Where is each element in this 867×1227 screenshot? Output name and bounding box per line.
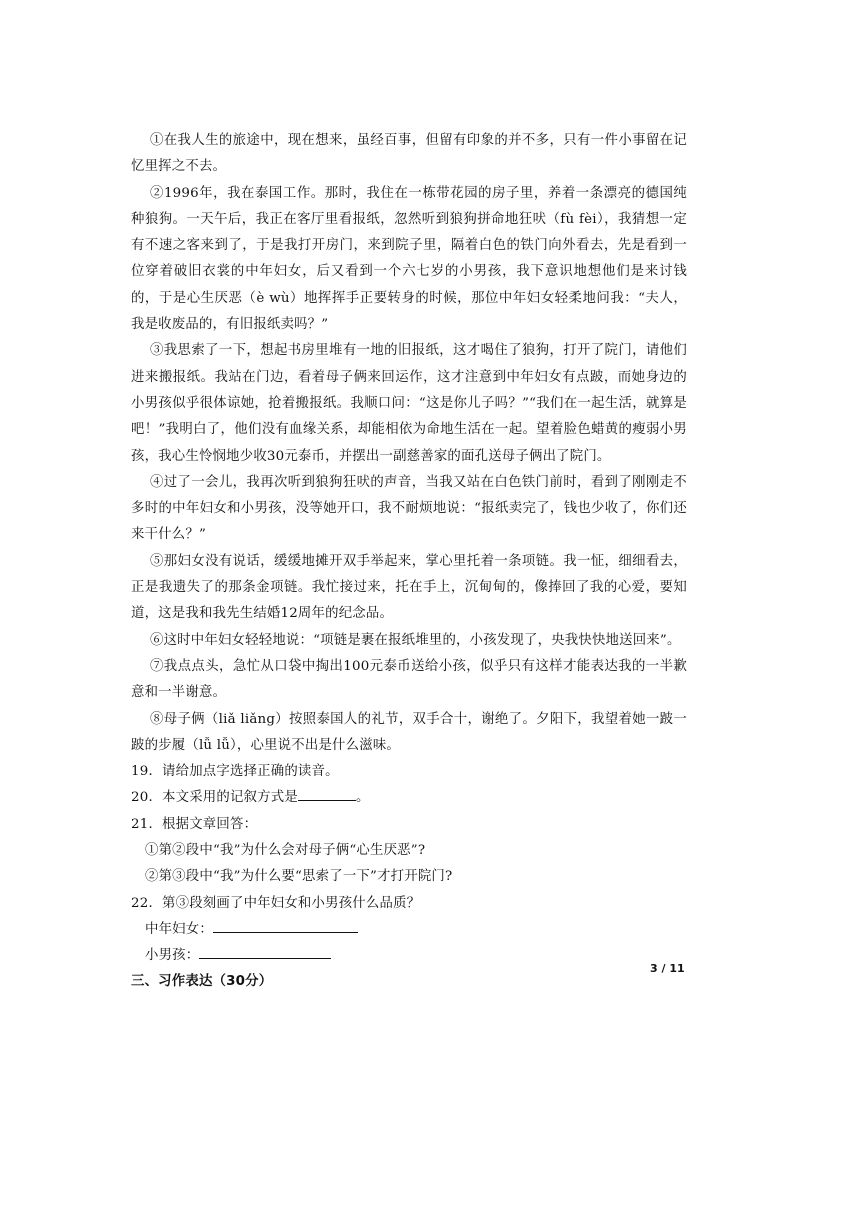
question-20 <box>131 785 687 811</box>
question-21-part-1: ①第②段中“我”为什么会对母子俩“心生厌恶”? <box>145 843 426 859</box>
passage-paragraph-2: ②1996年，我在泰国工作。那时，我住在一栋带花园的房子里，养着一条漂亮的德国纯种狼狗。一天午后，我正在客厅里看报纸，忽然听到狼狗拼命地狂吠（fù fèi），我猜想一定有不速之客来到了，于是我打开房门，来到院子里，隔着白色的铁门向外看去，先是看到一位穿着破旧衣裳的中年妇女，后又看到一个六七岁的小男孩，我下意识地想他们是来讨钱的，于是心生厌恶（è wù）地挥挥手正要转身的时候，那位中年妇女轻柔地问我：“夫人，我是收废品的，有旧报纸卖吗？” <box>131 185 687 333</box>
answer-blank-20[interactable] <box>298 786 356 801</box>
question-19: 19．请给加点字选择正确的读音。 <box>131 764 339 780</box>
passage-paragraph-4: ④过了一会儿，我再次听到狼狗狂吠的声音，当我又站在白色铁门前时，看到了刚刚走不多时的中年妇女和小男孩，没等她开口，我不耐烦地说：“报纸卖完了，钱也少收了，你们还来干什么？” <box>131 474 687 543</box>
question-21: 21．根据文章回答： <box>131 816 258 832</box>
question-22: 22．第③段刻画了中年妇女和小男孩什么品质？ <box>131 895 421 911</box>
answer-blank-woman[interactable] <box>213 918 358 933</box>
passage-paragraph-6: ⑥这时中年妇女轻轻地说：“项链是裹在报纸堆里的，小孩发现了，央我快快地送回来”。 <box>150 632 681 648</box>
answer-blank-boy[interactable] <box>199 944 331 959</box>
section-title: 三、习作表达（30分） <box>131 973 273 989</box>
question-20-text: 20．本文采用的记叙方式是 <box>131 790 298 806</box>
page-content <box>131 128 687 994</box>
passage-paragraph-3: ③我思索了一下，想起书房里堆有一地的旧报纸，这才喝住了狼狗，打开了院门，请他们进来搬报纸。我站在门边，看着母子俩来回运作，这才注意到中年妇女有点跛，而她身边的小男孩似乎很体谅她，抢着搬报纸。我顺口问：“这是你儿子吗？”“我们在一起生活，就算是吧！”我明白了，他们没有血缘关系，却能相依为命地生活在一起。望着脸色蜡黄的瘦弱小男孩，我心生怜悯地少收30元泰币，并摆出一副慈善家的面孔送母子俩出了院门。 <box>131 343 687 464</box>
passage-paragraph-5: ⑤那妇女没有说话，缓缓地摊开双手举起来，掌心里托着一条项链。我一怔，细细看去，正是我遗失了的那条金项链。我忙接过来，托在手上，沉甸甸的，像捧回了我的心爱，要知道，这是我和我先生结婚12周年的纪念品。 <box>131 553 687 622</box>
answer-label-woman: 中年妇女： <box>145 921 213 937</box>
passage-paragraph-1: ①在我人生的旅途中，现在想来，虽经百事，但留有印象的并不多，只有一件小事留在记忆里挥之不去。 <box>131 133 687 175</box>
answer-row-boy <box>131 943 687 969</box>
question-20-end: 。 <box>355 790 370 806</box>
passage-paragraph-7: ⑦我点点头，急忙从口袋中掏出100元泰币送给小孩，似乎只有这样才能表达我的一半歉意和一半谢意。 <box>131 658 687 701</box>
answer-row-woman <box>131 917 687 943</box>
question-21-part-2: ②第③段中“我”为什么要“思索了一下”才打开院门? <box>145 869 453 885</box>
page-number: 3 / 11 <box>650 962 685 975</box>
passage-paragraph-8: ⑧母子俩（liǎ liǎng）按照泰国人的礼节，双手合十，谢绝了。夕阳下，我望着她一跛一跛的步履（lǚ lǚ），心里说不出是什么滋味。 <box>131 711 687 753</box>
answer-label-boy: 小男孩： <box>145 948 200 964</box>
